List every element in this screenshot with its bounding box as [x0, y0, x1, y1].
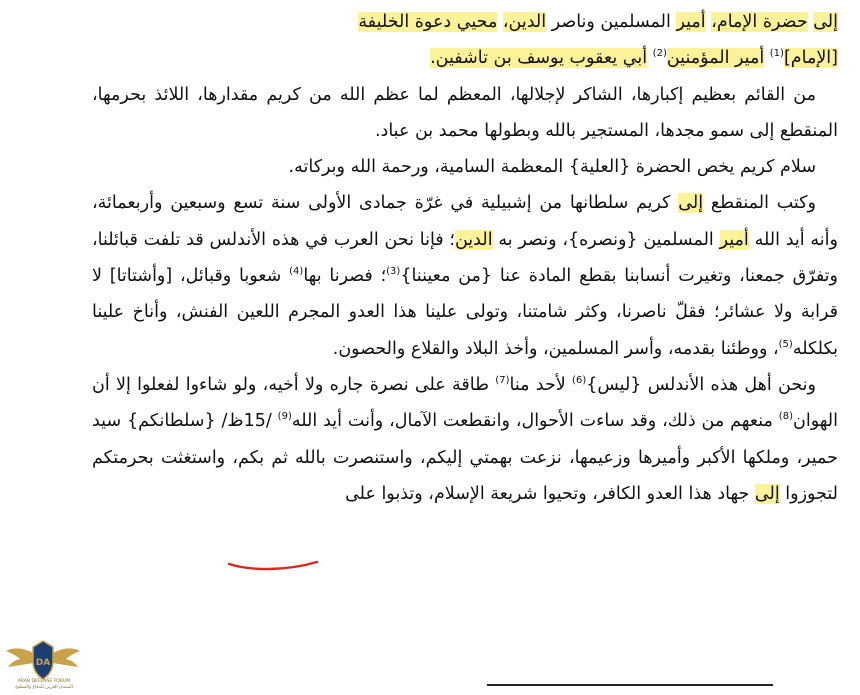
footnote-ref: (2) [652, 48, 667, 60]
footnote-ref: (9) [277, 411, 292, 423]
letter-text [92, 4, 838, 512]
highlight: محيي دعوة الخليفة [358, 12, 498, 32]
paragraph-sender: من القائم بعظيم إكبارها، الشاكر لإجلالها، المعظم لما عظم الله من كريم مقدارها، اللائذ بحرمها، المنقطع إلى سمو مجدها، المستجير بالله وبطولها محمد بن عباد. [92, 84, 838, 141]
footnote-ref: (6) [572, 375, 587, 387]
heading-line-1: إلى حضرة الإمام، أمير المسلمين وناصر الدين، محيي دعوة الخليفة [358, 12, 838, 32]
highlight: الدين، [502, 12, 547, 32]
svg-text:DA: DA [35, 658, 51, 668]
footnote-ref: (4) [289, 266, 304, 278]
highlight: حضرة الإمام، [711, 12, 808, 32]
highlight: أبي يعقوب يوسف بن تاشفين. [430, 48, 648, 69]
heading-line-2 [92, 40, 838, 76]
red-underline-annotation [226, 558, 320, 574]
highlight: أمير المؤمنين [666, 48, 765, 69]
highlight: الدين [454, 229, 493, 250]
footnote-ref: (7) [495, 375, 510, 387]
footnote-ref: (1) [769, 48, 784, 60]
forum-logo-caption: ARAB DEFENSE FORUM المنتدى العربي للدفاع والتسليح [15, 679, 73, 690]
paragraph-4: ونحن أهل هذه الأندلس {ليس}$^{(6)}$ لأحد منا$^{(7)}$ طاقة على نصرة جاره ولا أخيه، ولو شاءوا لفعلوا إلا أن الهوان$^{(8)}$ منعهم من ذلك، وقد ساءت الأحوال، وانقطعت الآمال، وأنت أيد الله$^{(9)}$ /15ظ/ {سلطانكم} سيد حمير، وملكها الأكبر وأميرها وزعيمها، نزعت بهمتي إليكم، واستنصرت بالله ثم بكم، واستغثت بحرمتكم لتجوزوا إلى جهاد هذا العدو الكافر، وتحيوا شريعة الإسلام، وتذبوا على [92, 374, 838, 504]
highlight: إلى [678, 193, 704, 214]
paragraph-greeting: سلام كريم يخص الحضرة {العلية} المعظمة السامية، ورحمة الله وبركاته. [288, 157, 816, 178]
footnote-ref: (8) [778, 411, 793, 423]
highlight: أمير [676, 12, 706, 32]
footnote-separator-line [487, 684, 773, 686]
footnote-ref: (5) [778, 338, 793, 350]
footnote-ref: (3) [386, 266, 401, 278]
paragraph-3: وكتب المنقطع إلى كريم سلطانها من إشبيلية في غرّة جمادى الأولى سنة تسع وسبعين وأربعمائة، وأنه أيد الله أمير المسلمين {ونصره}، ونصر به الدين؛ فإنا نحن العرب في هذه الأندلس قد تلفت قبائلنا، وتفرّق جمعنا، وتغيرت أنسابنا بقطع المادة عنا {من معيننا}$^{(3)}$؛ فصرنا بها$^{(4)}$ شعوبا وقبائل، [وأشتاتا] لا قرابة ولا عشائر؛ فقلّ ناصرنا، وكثر شامتنا، وتولى علينا هذا العدو المجرم اللعين الفنش، وأناخ علينا بكلكله$^{(5)}$، ووطئنا بقدمه، وأسر المسلمين، وأخذ البلاد والقلاع والحصون. [92, 193, 839, 359]
highlight: أمير [719, 229, 749, 250]
highlight: إلى [813, 12, 838, 32]
highlight: [الإمام] [783, 48, 838, 69]
highlight: إلى [754, 483, 780, 504]
